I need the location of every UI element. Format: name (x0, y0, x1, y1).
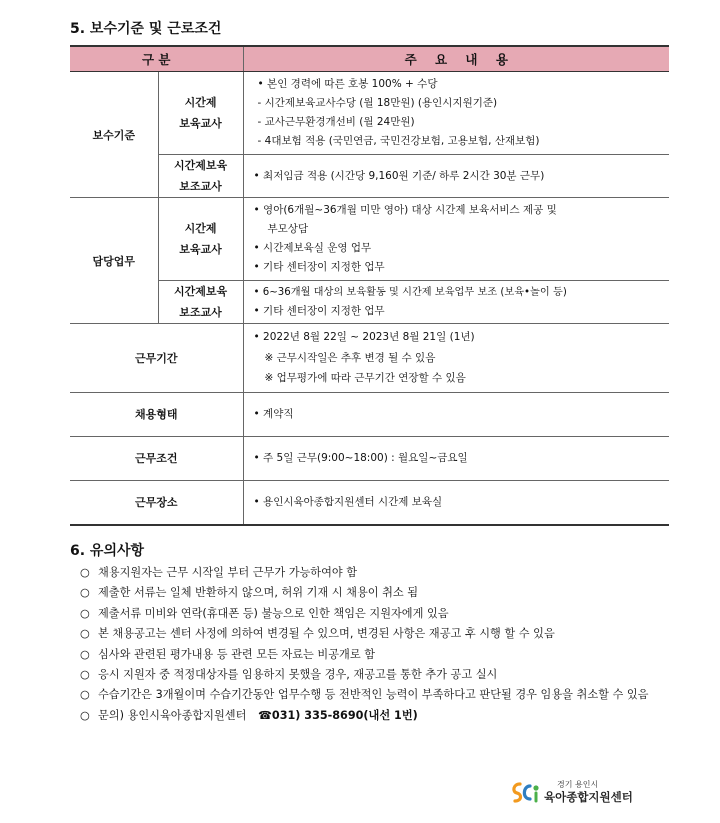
list-item (80, 604, 660, 624)
duty-teacher-label (158, 198, 243, 281)
table-row (70, 281, 669, 324)
table-row (70, 72, 669, 155)
sub-label-line: 보조교사 (179, 306, 222, 319)
header-category: 구 분 (70, 46, 243, 72)
logo-mark-icon (510, 780, 542, 806)
table-header-row (70, 46, 669, 72)
list-item (80, 624, 660, 644)
content-line: • 6~36개월 대상의 보육활동 및 시간제 보육업무 보조 (보육•놀이 등) (253, 287, 567, 298)
circle-bullet-icon: ○ (80, 647, 90, 661)
sub-label-line: 시간제보육 (173, 285, 228, 298)
list-item (80, 665, 660, 685)
table-row (70, 324, 669, 393)
pay-teacher-label (158, 72, 243, 155)
content-line: • 기타 센터장이 지정한 업무 (253, 305, 385, 317)
circle-bullet-icon: ○ (80, 566, 90, 579)
circle-bullet-icon: ○ (80, 708, 90, 722)
note-text: 제출한 서류는 일체 반환하지 않으며, 허위 기재 시 채용이 취소 됨 (98, 586, 419, 600)
pay-assistant-label (158, 155, 243, 198)
duty-assistant-label (158, 281, 243, 324)
content-line: • 본인 경력에 따른 호봉 100% + 수당 (257, 78, 438, 90)
table-row (70, 392, 669, 436)
location-content: • 용인시육아종합지원센터 시간제 보육실 (243, 480, 669, 525)
table-row (70, 155, 669, 198)
content-line: • 시간제보육실 운영 업무 (253, 242, 372, 254)
content-line: • 최저임금 적용 (시간당 9,160원 기준/ 하루 2시간 30분 근무) (253, 169, 545, 182)
notes-list (80, 563, 660, 726)
header-content: 주 요 내 용 (243, 46, 669, 72)
circle-bullet-icon: ○ (80, 688, 90, 702)
pay-teacher-content (243, 72, 669, 155)
list-item (80, 706, 660, 726)
table-row (70, 480, 669, 525)
content-line: • 2022년 8월 22일 ~ 2023년 8월 21일 (1년) (253, 331, 475, 343)
center-logo (510, 778, 660, 808)
list-item (80, 563, 660, 583)
duty-label: 담당업무 (70, 198, 158, 324)
content-line: 부모상담 (267, 223, 309, 235)
duty-assistant-content (243, 281, 669, 324)
table-row (70, 198, 669, 281)
table-row (70, 436, 669, 480)
pay-assistant-content (243, 155, 669, 198)
location-label: 근무장소 (70, 480, 243, 525)
circle-bullet-icon: ○ (80, 606, 90, 620)
content-line: ※ 근무시작일은 추후 변경 될 수 있음 (264, 351, 436, 364)
section-6-title: 6. 유의사항 (70, 543, 145, 559)
circle-bullet-icon: ○ (80, 627, 90, 641)
type-label: 채용형태 (70, 392, 243, 436)
note-text: 응시 지원자 중 적정대상자를 임용하지 못했을 경우, 재공고를 통한 추가 공고 실시 (98, 668, 498, 682)
period-content (243, 324, 669, 393)
content-line: - 시간제보육교사수당 (월 18만원) (용인시지원기준) (257, 97, 498, 109)
sub-label-line: 시간제 (184, 96, 217, 109)
note-text: 심사와 관련된 평가내용 등 관련 모든 자료는 비공개로 함 (98, 647, 376, 661)
sub-label-line: 보조교사 (179, 180, 222, 193)
sub-label-line: 보육교사 (179, 243, 222, 256)
circle-bullet-icon: ○ (80, 668, 90, 682)
logo-small-text: 경기 용인시 (557, 780, 599, 789)
pay-label: 보수기준 (70, 72, 158, 198)
content-line: • 영아(6개월~36개월 미만 영아) 대상 시간제 보육서비스 제공 및 (253, 204, 557, 216)
circle-bullet-icon: ○ (80, 586, 90, 600)
sub-label-line: 보육교사 (179, 117, 222, 130)
type-content: • 계약직 (243, 392, 669, 436)
content-line: - 교사근무환경개선비 (월 24만원) (257, 116, 415, 128)
duty-teacher-content (243, 198, 669, 281)
sub-label-line: 시간제 (184, 222, 217, 235)
content-line: - 4대보험 적용 (국민연금, 국민건강보험, 고용보험, 산재보험) (257, 135, 540, 147)
period-label: 근무기간 (70, 324, 243, 393)
content-line: • 기타 센터장이 지정한 업무 (253, 261, 385, 273)
logo-big-text: 육아종합지원센터 (544, 790, 633, 804)
conditions-table (70, 45, 669, 526)
contact-text: 문의) 용인시육아종합지원센터 (98, 708, 247, 722)
note-text: 제출서류 미비와 연락(휴대폰 등) 불능으로 인한 책임은 지원자에게 있음 (98, 606, 449, 620)
note-text: 본 채용공고는 센터 사정에 의하여 변경될 수 있으며, 변경된 사항은 재공고 후 시행 할 수 있음 (98, 627, 555, 641)
list-item (80, 645, 660, 665)
list-item (80, 685, 660, 705)
note-text: 채용지원자는 근무 시작일 부터 근무가 가능하여야 함 (98, 566, 358, 579)
content-line: ※ 업무평가에 따라 근무기간 연장할 수 있음 (264, 372, 466, 384)
section-5-title: 5. 보수기준 및 근로조건 (70, 21, 222, 37)
note-text: 수습기간은 3개월이며 수습기간동안 업무수행 등 전반적인 능력이 부족하다고 판단될 경우 임용을 취소할 수 있음 (98, 688, 649, 702)
list-item (80, 583, 660, 603)
contact-phone: ☎031) 335-8690(내선 1번) (257, 708, 418, 722)
conditions-label: 근무조건 (70, 436, 243, 480)
sub-label-line: 시간제보육 (173, 159, 228, 172)
conditions-content: • 주 5일 근무(9:00~18:00) : 월요일~금요일 (243, 436, 669, 480)
